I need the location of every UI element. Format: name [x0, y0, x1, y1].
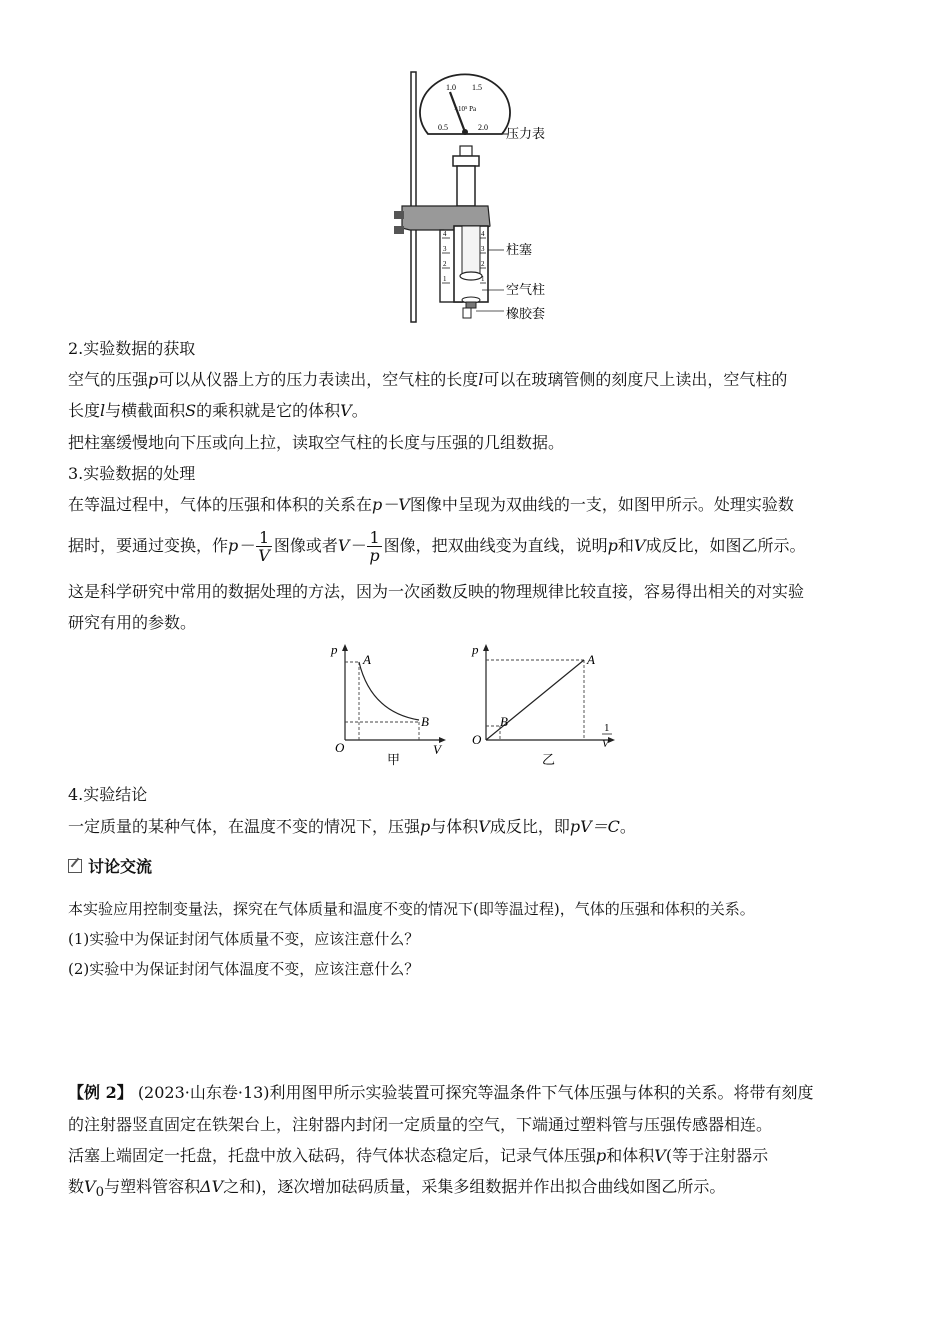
graph-jia-caption: 甲 [387, 752, 401, 767]
fraction-1-over-p: $\frac{1}{p}$ [369, 528, 380, 565]
gauge-unit: ×10⁵ Pa [454, 105, 477, 113]
discussion-question-1: (1)实验中为保证封闭气体质量不变，应该注意什么？ [68, 930, 420, 948]
graph-jia-point-a: A [363, 652, 371, 667]
graph-yi [466, 640, 626, 770]
label-rubber-cap: 橡胶套 [506, 306, 546, 321]
apparatus-figure [380, 68, 580, 326]
example-tag: 【例 2】 [68, 1083, 133, 1102]
section-2-paragraph-1: 空气的压强p可以从仪器上方的压力表读出，空气柱的长度l可以在玻璃管侧的刻度尺上读出，空气柱的 [68, 370, 788, 389]
label-gauge: 压力表 [506, 126, 546, 141]
graph-jia-origin: O [335, 740, 345, 755]
example-line-1: 【例 2】 (2023·山东卷·13)利用图甲所示实验装置可探究等温条件下气体压强与体积的关系。将带有刻度 [68, 1083, 814, 1102]
section-2-paragraph-2: 长度l与横截面积S的乘积就是它的体积V。 [68, 401, 368, 420]
scale-tick: 2 [443, 260, 447, 268]
fraction-1-over-v: $\frac{1}{V}$ [258, 528, 270, 565]
section-3-paragraph-2: 据时，要通过变换，作p－ $\frac{1}{V}$ 图像或者V－ $\frac{1}{p}$ 图像，把双曲线变为直线，说明p和V成反比，如图乙所示。 [68, 528, 806, 565]
graph-yi-x-label-den: V [602, 738, 609, 750]
graph-yi-caption: 乙 [542, 752, 556, 767]
discussion-title: 讨论交流 [68, 854, 152, 877]
section-2-title: 2.实验数据的获取 [68, 339, 196, 358]
graph-yi-x-label-num: 1 [604, 722, 610, 734]
example-line-2: 的注射器竖直固定在铁架台上，注射器内封闭一定质量的空气，下端通过塑料管与压强传感器相连。 [68, 1115, 773, 1134]
graph-jia-point-b: B [421, 714, 429, 729]
graph-yi-y-label: p [472, 642, 479, 657]
graph-jia [325, 640, 455, 770]
example-line-3: 活塞上端固定一托盘，托盘中放入砝码，待气体状态稳定后，记录气体压强p和体积V(等于注射器示 [68, 1146, 769, 1165]
section-3-title: 3.实验数据的处理 [68, 464, 196, 483]
section-4-title: 4.实验结论 [68, 785, 148, 804]
scale-tick: 4 [443, 230, 447, 238]
label-air-column: 空气柱 [506, 282, 546, 297]
label-plunger: 柱塞 [506, 242, 533, 257]
gauge-tick: 0.5 [438, 123, 448, 132]
gauge-tick: 1.5 [472, 83, 482, 92]
graph-yi-point-a: A [587, 652, 595, 667]
section-3-paragraph-1: 在等温过程中，气体的压强和体积的关系在p－V图像中呈现为双曲线的一支，如图甲所示。处理实验数 [68, 495, 794, 514]
graph-yi-point-b: B [500, 714, 508, 729]
section-2-paragraph-3: 把柱塞缓慢地向下压或向上拉，读取空气柱的长度与压强的几组数据。 [68, 433, 565, 452]
gauge-tick: 1.0 [446, 83, 456, 92]
section-4-paragraph-1: 一定质量的某种气体，在温度不变的情况下，压强p与体积V成反比，即pV＝C。 [68, 817, 636, 836]
graph-yi-origin: O [472, 732, 482, 747]
discussion-question-2: (2)实验中为保证封闭气体温度不变，应该注意什么？ [68, 960, 420, 978]
edit-icon [68, 859, 82, 873]
scale-tick: 1 [481, 275, 485, 283]
section-3-paragraph-3: 这是科学研究中常用的数据处理的方法，因为一次函数反映的物理规律比较直接，容易得出相关的对实验 [68, 582, 805, 601]
scale-tick: 3 [443, 245, 447, 253]
section-3-paragraph-4: 研究有用的参数。 [68, 613, 197, 632]
discussion-paragraph: 本实验应用控制变量法，探究在气体质量和温度不变的情况下(即等温过程)，气体的压强和体积的关系。 [68, 900, 755, 918]
scale-tick: 1 [443, 275, 447, 283]
scale-tick: 2 [481, 260, 485, 268]
scale-tick: 4 [481, 230, 485, 238]
gauge-tick: 2.0 [478, 123, 488, 132]
graph-jia-x-label: V [433, 742, 441, 757]
graph-jia-y-label: p [331, 642, 338, 657]
example-line-4: 数$V_0$与塑料管容积ΔV之和)，逐次增加砝码质量，采集多组数据并作出拟合曲线如图乙所示。 [68, 1177, 726, 1201]
scale-tick: 3 [481, 245, 485, 253]
